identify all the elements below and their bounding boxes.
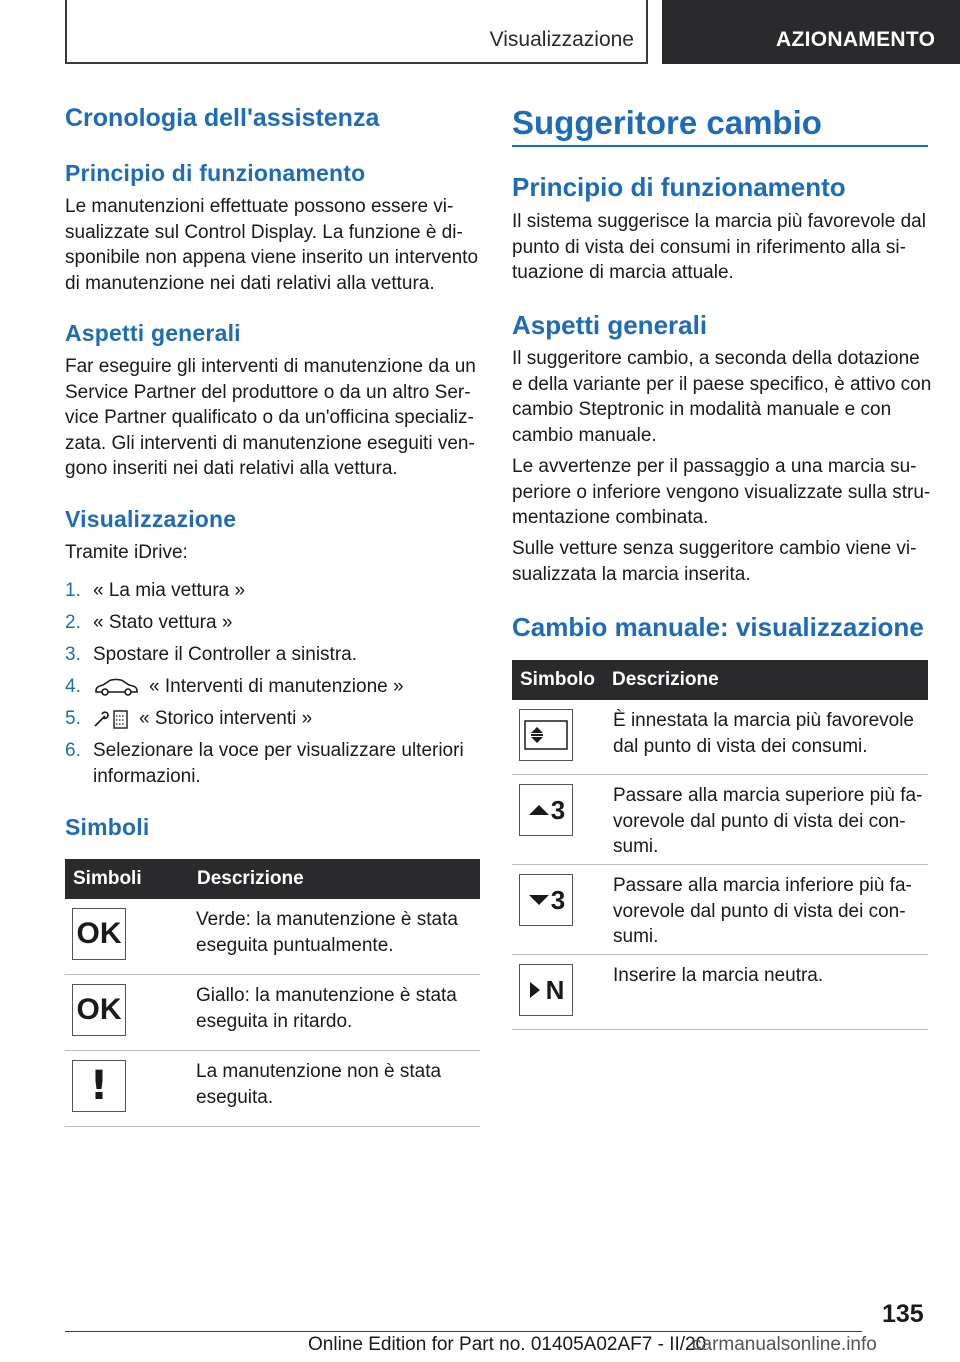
list-number: 2. <box>65 612 81 633</box>
list-text: Spostare il Controller a sinistra. <box>93 644 357 665</box>
title-rule <box>512 145 928 147</box>
shift-down-icon: 3 <box>519 874 573 926</box>
car-service-icon <box>93 677 139 697</box>
table-row <box>65 1051 480 1127</box>
header-chapter-tab: AZIONAMENTO <box>662 0 960 64</box>
left-title: Cronologia dell'assistenza <box>65 104 380 132</box>
table-cell-desc: Passare alla marcia superiore più fa- vorevole dal punto di vista dei con- sumi. <box>613 785 923 857</box>
symbols-table <box>65 859 480 1126</box>
footer-rule <box>65 1331 862 1332</box>
table-header-col1: Simbolo <box>520 669 595 690</box>
footer-edition: Online Edition for Part no. 01405A02AF7 - II/20 <box>308 1334 707 1355</box>
neutral-arrow-icon: N <box>519 964 573 1016</box>
list-text: Selezionare la voce per visualizzare ulteriori informazioni. <box>93 740 464 787</box>
right-s1-text: Il sistema suggerisce la marcia più favorevole dal punto di vista dei consumi in riferimento alla si- tuazione di marcia attuale. <box>512 211 926 283</box>
list-text: « Interventi di manutenzione » <box>149 676 404 697</box>
left-s3-heading: Visualizzazione <box>65 506 237 532</box>
right-s2-p2: Le avvertenze per il passaggio a una marcia su- periore o inferiore vengono visualizzate sulla stru- mentazione combinata. <box>512 456 931 528</box>
left-s3-intro: Tramite iDrive: <box>65 542 188 563</box>
table-header <box>512 660 928 700</box>
right-s1-heading: Principio di funzionamento <box>512 172 846 202</box>
table-cell-desc: Inserire la marcia neutra. <box>613 965 824 986</box>
left-s4-heading: Simboli <box>65 814 150 840</box>
warning-exclamation-icon: ! <box>72 1060 126 1112</box>
table-cell-desc: Passare alla marcia inferiore più fa- vorevole dal punto di vista dei con- sumi. <box>613 875 912 947</box>
table-cell-desc: Giallo: la manutenzione è stata eseguita in ritardo. <box>196 985 457 1032</box>
table-row <box>512 865 928 955</box>
list-number: 6. <box>65 740 81 761</box>
right-s2-p3: Sulle vetture senza suggeritore cambio viene vi- sualizzata la marcia inserita. <box>512 538 917 585</box>
table-row <box>65 899 480 975</box>
table-row <box>512 775 928 865</box>
table-header-col2: Descrizione <box>612 669 719 690</box>
list-number: 5. <box>65 708 81 729</box>
gear-table <box>512 660 928 1030</box>
left-s1-text: Le manutenzioni effettuate possono essere vi- sualizzate sul Control Display. La funzione è di- sponibile non appena viene inserito un intervento di manutenzione nei dati relativi alla vettura. <box>65 196 479 294</box>
list-text: « Storico interventi » <box>139 708 313 729</box>
list-number: 1. <box>65 580 81 601</box>
header-box <box>65 0 648 64</box>
table-cell-desc: Verde: la manutenzione è stata eseguita puntualmente. <box>196 909 458 956</box>
table-row <box>512 955 928 1030</box>
shift-up-icon: 3 <box>519 784 573 836</box>
table-row <box>65 975 480 1051</box>
left-s2-heading: Aspetti generali <box>65 320 241 346</box>
list-text: « Stato vettura » <box>93 612 233 633</box>
table-header-col2: Descrizione <box>197 868 304 889</box>
table-cell-desc: È innestata la marcia più favorevole dal punto di vista dei consumi. <box>613 710 914 757</box>
table-header <box>65 859 480 899</box>
ok-green-icon: OK <box>72 908 126 960</box>
table-cell-desc: La manutenzione non è stata eseguita. <box>196 1061 442 1108</box>
list-number: 3. <box>65 644 81 665</box>
header-section-title: Visualizzazione <box>489 28 634 51</box>
table-row <box>512 700 928 775</box>
footer-watermark: carmanualsonline.info <box>692 1334 877 1355</box>
page-number: 135 <box>882 1300 924 1328</box>
optimal-gear-icon <box>519 709 573 761</box>
right-s3-heading: Cambio manuale: visualizzazione <box>512 612 924 642</box>
ok-yellow-icon: OK <box>72 984 126 1036</box>
list-number: 4. <box>65 676 81 697</box>
left-s1-heading: Principio di funzionamento <box>65 160 366 186</box>
service-history-icon <box>93 708 129 730</box>
list-text: « La mia vettura » <box>93 580 246 601</box>
left-s2-text: Far eseguire gli interventi di manutenzione da un Service Partner del produttore o da un altro Ser- vice Partner qualificato o da un'officina specializ- zata. Gli interventi di manutenzione eseguiti ven- gono inseriti nei dati relativi alla vettura. <box>65 356 476 479</box>
right-title: Suggeritore cambio <box>512 104 822 141</box>
table-header-col1: Simboli <box>73 868 142 889</box>
right-s2-p1: Il suggeritore cambio, a seconda della dotazione e della variante per il paese specifico, è attivo con cambio Steptronic in modalità manuale e con cambio manuale. <box>512 348 932 446</box>
right-s2-heading: Aspetti generali <box>512 310 708 340</box>
